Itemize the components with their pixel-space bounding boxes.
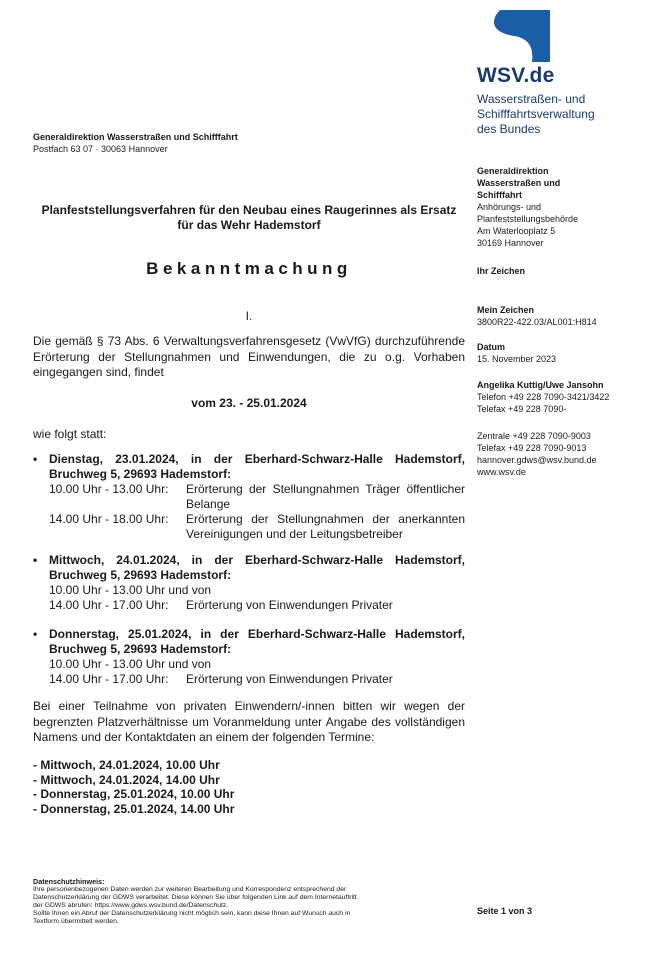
mein-zeichen-value: 3800R22-422.03/AL001:H814 [477, 317, 597, 327]
bullet-icon: • [33, 627, 38, 641]
event-row: 10.00 Uhr - 13.00 Uhr: Erörterung der Stellungnahmen Träger öffentlicher Belange [49, 482, 465, 511]
list-item: - Donnerstag, 25.01.2024, 14.00 Uhr [33, 801, 235, 816]
brand-subtitle: Wasserstraßen- und Schifffahrtsverwaltung des Bundes [477, 92, 595, 136]
event-item [33, 553, 465, 613]
list-item: - Donnerstag, 25.01.2024, 10.00 Uhr [33, 787, 235, 801]
appointment-list [33, 758, 234, 816]
event-item [33, 627, 465, 687]
list-item: - Mittwoch, 24.01.2024, 10.00 Uhr [33, 758, 220, 772]
privacy-title: Datenschutzhinweis: [33, 877, 105, 886]
event-time: 10.00 Uhr - 13.00 Uhr und von [49, 583, 212, 597]
brand-name: WSV.de [477, 64, 555, 87]
email-link[interactable]: hannover.gdws@wsv.bund.de [477, 455, 597, 465]
list-item: - Mittwoch, 24.01.2024, 14.00 Uhr [33, 772, 220, 787]
event-item [33, 452, 465, 542]
section-number: I. [245, 309, 253, 323]
event-row: 14.00 Uhr - 17.00 Uhr: Erörterung von Einwendungen Privater [49, 672, 393, 686]
event-row: 14.00 Uhr - 17.00 Uhr: Erörterung von Einwendungen Privater [49, 598, 393, 612]
datum-label: Datum [477, 342, 506, 352]
central-contact: Zentrale +49 228 7090-9003 Telefax +49 228 7090-9013 hannover.gdws@wsv.bund.de www.wsv.de [477, 430, 647, 478]
sender-org: Generaldirektion Wasserstraßen und Schifffahrt [33, 132, 238, 142]
sender-address [33, 131, 238, 155]
privacy-link[interactable]: der GDWS abrufen: https://www.gdws.wsv.bund.de/Datenschutz. [33, 902, 229, 909]
registration-paragraph: Bei einer Teilnahme von privaten Einwendern/-innen bitten wir wegen der begrenzten Platzverhältnisse um Voranmeldung unter Angabe des vollständigen Namens und der Kontaktdaten an einem der folgenden Termine: [33, 699, 465, 744]
event-time: 10.00 Uhr - 13.00 Uhr und von [49, 657, 212, 671]
event-place: Donnerstag, 25.01.2024, in der Eberhard-Schwarz-Halle Hademstorf, Bruchweg 5, 29693 Hademstorf: [49, 627, 465, 656]
contact-name: Angelika Kuttig/Uwe Jansohn [477, 380, 604, 390]
event-row: 14.00 Uhr - 18.00 Uhr: Erörterung der Stellungnahmen der anerkannten Vereinigungen und der Leitungsbetreiber [49, 512, 465, 541]
bullet-icon: • [33, 452, 38, 466]
page-number: Seite 1 von 3 [477, 906, 533, 916]
date-range: vom 23. - 25.01.2024 [191, 396, 307, 410]
mein-zeichen-label: Mein Zeichen [477, 305, 535, 315]
datum-value: 15. November 2023 [477, 354, 557, 364]
mein-zeichen [477, 304, 647, 328]
follows-text: wie folgt statt: [33, 427, 107, 441]
intro-paragraph: Die gemäß § 73 Abs. 6 Verwaltungsverfahrensgesetz (VwVfG) durchzuführende Erörterung der Stellungnahmen und Einwendungen, die zu o.g. Vorhaben eingegangen sind, findet [33, 334, 465, 379]
bullet-icon: • [33, 553, 38, 567]
page-title: Bekanntmachung [146, 259, 352, 278]
privacy-notice: Datenschutzhinweis: Ihre personenbezogenen Daten werden zur weiteren Bearbeitung und Korrespondenz entsprechend der Datenschutzerklärung der GDWS verarbeitet. Diese können Sie über folgenden Link auf dem Internetauftritt der GDWS abrufen: https://www.gdws.wsv.bund.de/Datenschutz. Sollte Ihnen ein Abruf der Datenschutzerklärung nicht möglich sein, kann diese Ihnen auf Wunsch auch in Textform übermittelt werden. [33, 878, 453, 926]
datum [477, 341, 647, 365]
event-place: Dienstag, 23.01.2024, in der Eberhard-Schwarz-Halle Hademstorf, Bruchweg 5, 29693 Hademstorf: [49, 452, 465, 481]
document-subject: Planfeststellungsverfahren für den Neubau eines Raugerinnes als Ersatz für das Wehr Hademstorf [41, 203, 457, 232]
contact-block: Angelika Kuttig/Uwe Jansohn Telefon +49 228 7090-3421/3422 Telefax +49 228 7090- [477, 379, 647, 415]
ihr-zeichen-label: Ihr Zeichen [477, 266, 526, 276]
wsv-logo-icon [470, 10, 550, 62]
sender-postbox: Postfach 63 07 · 30063 Hannover [33, 144, 168, 154]
event-place: Mittwoch, 24.01.2024, in der Eberhard-Schwarz-Halle Hademstorf, Bruchweg 5, 29693 Hademstorf: [49, 553, 465, 582]
sidebar-org: Generaldirektion Wasserstraßen und Schifffahrt Anhörungs- und Planfeststellungsbehörde Am Waterlooplatz 5 30169 Hannover [477, 166, 579, 248]
website-link[interactable]: www.wsv.de [477, 467, 526, 477]
